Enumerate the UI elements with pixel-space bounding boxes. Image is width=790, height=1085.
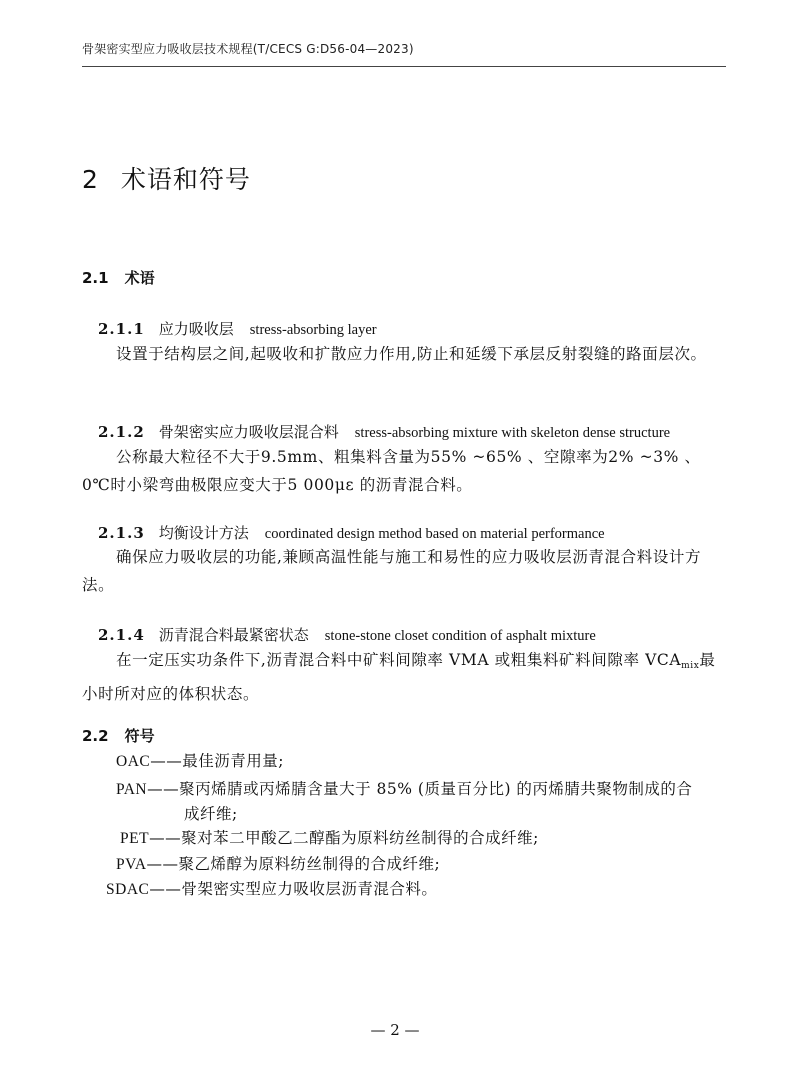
term-number: 2.1.1 [98, 320, 145, 338]
symbol-dash: —— [146, 855, 179, 873]
symbol-item [116, 747, 284, 776]
running-header: 骨架密实型应力吸收层技术规程(T/CECS G:D56-04—2023) [82, 42, 414, 56]
section-number: 2.2 [82, 727, 109, 745]
term-heading [98, 318, 377, 339]
term-en: stress-absorbing layer [249, 322, 377, 338]
term-heading [98, 624, 596, 645]
chapter-title [82, 160, 251, 196]
symbol-abbr: OAC [116, 753, 151, 770]
section-title: 术语 [124, 269, 155, 287]
definition-tail: 最小时所对应的体积状态。 [82, 651, 716, 703]
definition-main: 在一定压实功条件下,沥青混合料中矿料间隙率 VMA 或粗集料矿料间隙率 VCA [116, 651, 682, 669]
section-number: 2.1 [82, 269, 109, 287]
term-zh: 应力吸收层 [158, 320, 234, 338]
term-zh: 沥青混合料最紧密状态 [158, 626, 309, 644]
symbol-desc: 聚乙烯醇为原料纺丝制得的合成纤维; [178, 855, 441, 873]
term-heading [98, 421, 670, 442]
symbol-desc: 最佳沥青用量; [182, 752, 284, 770]
definition-subscript: mix [681, 661, 700, 671]
term-definition: 设置于结构层之间,起吸收和扩散应力作用,防止和延缓下承层反射裂缝的路面层次。 [116, 345, 707, 363]
term-number: 2.1.3 [98, 524, 145, 542]
term-number: 2.1.2 [98, 423, 145, 441]
symbol-item [120, 824, 539, 853]
symbol-desc: 骨架密实型应力吸收层沥青混合料。 [181, 880, 438, 898]
term-zh: 均衡设计方法 [158, 524, 249, 542]
symbol-item [106, 875, 437, 904]
section-title: 符号 [124, 727, 155, 745]
term-en: coordinated design method based on material performance [264, 526, 605, 542]
symbol-desc: 聚对苯二甲酸乙二醇酯为原料纺丝制得的合成纤维; [181, 829, 539, 847]
header-rule [82, 66, 726, 67]
symbol-dash: —— [147, 780, 180, 798]
term-number: 2.1.4 [98, 626, 145, 644]
symbol-dash: —— [149, 880, 182, 898]
symbol-desc-continued: 成纤维; [184, 805, 238, 823]
symbol-abbr: PVA [116, 856, 147, 873]
term-definition [82, 646, 728, 708]
page-number: — 2 — [370, 1021, 420, 1039]
section-heading-symbols [82, 725, 155, 746]
symbol-abbr: SDAC [106, 881, 150, 898]
section-heading-terms [82, 267, 155, 288]
term-zh: 骨架密实应力吸收层混合料 [158, 423, 339, 441]
symbol-dash: —— [150, 752, 183, 770]
symbol-abbr: PAN [116, 781, 148, 798]
term-en: stone-stone closet condition of asphalt mixture [324, 628, 596, 644]
chapter-title-text: 术语和符号 [120, 165, 251, 194]
term-definition: 确保应力吸收层的功能,兼顾高温性能与施工和易性的应力吸收层沥青混合料设计方法。 [82, 548, 702, 594]
chapter-number: 2 [82, 165, 99, 194]
symbol-abbr: PET [120, 830, 150, 847]
symbol-dash: —— [149, 829, 182, 847]
term-heading [98, 522, 605, 543]
term-definition: 公称最大粒径不大于9.5mm、粗集料含量为55% ~65% 、空隙率为2% ~3% 、0℃时小梁弯曲极限应变大于5 000με 的沥青混合料。 [82, 448, 701, 494]
term-en: stress-absorbing mixture with skeleton dense structure [354, 425, 671, 441]
symbol-desc: 聚丙烯腈或丙烯腈含量大于 85% (质量百分比) 的丙烯腈共聚物制成的合 [179, 780, 693, 798]
